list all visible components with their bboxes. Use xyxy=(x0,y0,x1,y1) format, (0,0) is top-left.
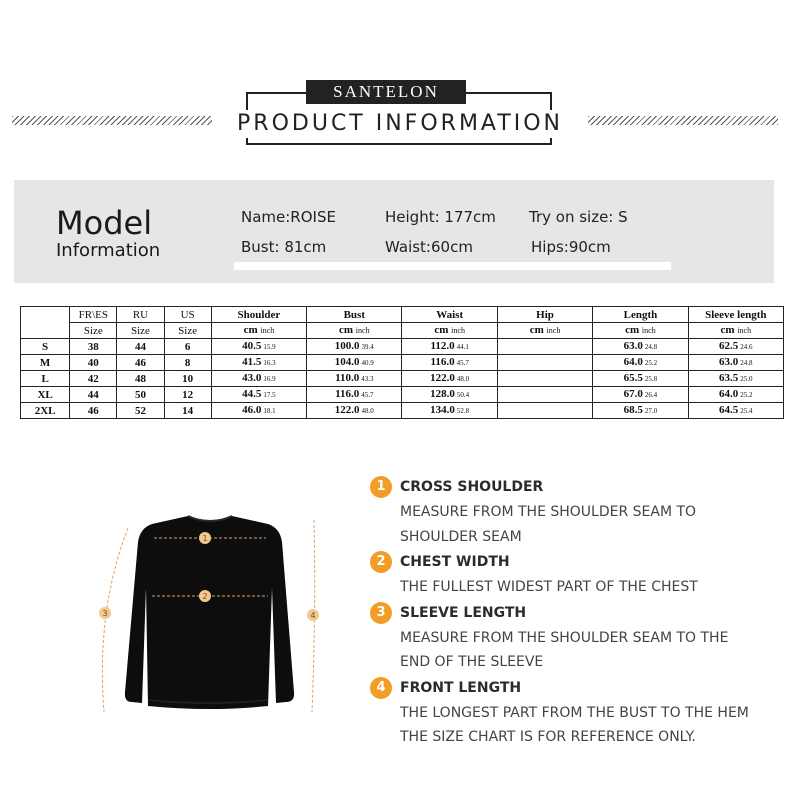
guide-step xyxy=(370,675,790,750)
col-hip-header: Hip xyxy=(497,307,592,323)
brand-label: SANTELON xyxy=(306,80,466,104)
shoulder-cell: 41.5 16.3 xyxy=(211,355,306,371)
measurement-guide xyxy=(370,474,790,750)
table-header-row xyxy=(21,307,784,323)
ru-size: 48 xyxy=(117,371,164,387)
unit-cell: cm inch xyxy=(307,323,402,339)
shoulder-cell: 44.5 17.5 xyxy=(211,387,306,403)
waist-cell: 112.0 44.1 xyxy=(402,339,497,355)
col-ru-header: RU xyxy=(117,307,164,323)
size-label: S xyxy=(21,339,70,355)
shoulder-cell: 43.0 16.9 xyxy=(211,371,306,387)
fr-size: 40 xyxy=(70,355,117,371)
step-title: SLEEVE LENGTH xyxy=(400,604,527,621)
unit-cell: cm inch xyxy=(402,323,497,339)
hip-cell xyxy=(497,355,592,371)
guide-step xyxy=(370,600,790,675)
step-number-badge: 3 xyxy=(370,602,392,624)
unit-cell: cm inch xyxy=(688,323,783,339)
model-waist: Waist:60cm xyxy=(385,238,473,256)
shoulder-cell: 46.0 18.1 xyxy=(211,403,306,419)
col-length-header: Length xyxy=(593,307,688,323)
table-subheader-row xyxy=(21,323,784,339)
model-try-on-size: Try on size: S xyxy=(529,208,628,226)
header-hatch-left xyxy=(12,116,212,125)
col-us-header: US xyxy=(164,307,211,323)
table-row xyxy=(21,339,784,355)
step-number-badge: 1 xyxy=(370,476,392,498)
marker-1-label: 1 xyxy=(202,534,208,543)
sleeve-cell: 64.0 25.2 xyxy=(688,387,783,403)
length-cell: 64.0 25.2 xyxy=(593,355,688,371)
ru-size: 46 xyxy=(117,355,164,371)
ru-size: 52 xyxy=(117,403,164,419)
sleeve-cell: 63.0 24.8 xyxy=(688,355,783,371)
sleeve-cell: 62.5 24.6 xyxy=(688,339,783,355)
us-size: 10 xyxy=(164,371,211,387)
col-waist-header: Waist xyxy=(402,307,497,323)
waist-cell: 128.0 50.4 xyxy=(402,387,497,403)
bust-cell: 104.0 40.9 xyxy=(307,355,402,371)
size-label-header xyxy=(21,307,70,339)
length-cell: 63.0 24.8 xyxy=(593,339,688,355)
page-title: PRODUCT INFORMATION xyxy=(212,110,588,138)
step-description: THE SIZE CHART IS FOR REFERENCE ONLY. xyxy=(400,729,696,745)
table-row xyxy=(21,371,784,387)
step-description: MEASURE FROM THE SHOULDER SEAM TO xyxy=(400,504,697,520)
us-size: 12 xyxy=(164,387,211,403)
model-bust: Bust: 81cm xyxy=(241,238,327,256)
col-shoulder-header: Shoulder xyxy=(211,307,306,323)
col-sleeve-header: Sleeve length xyxy=(688,307,783,323)
step-description: MEASURE FROM THE SHOULDER SEAM TO THE xyxy=(400,629,729,646)
size-label: XL xyxy=(21,387,70,403)
bust-cell: 100.0 39.4 xyxy=(307,339,402,355)
step-description: THE LONGEST PART FROM THE BUST TO THE HEM xyxy=(400,704,749,721)
step-title: CHEST WIDTH xyxy=(400,554,510,570)
step-title: FRONT LENGTH xyxy=(400,679,522,696)
fr-size: 46 xyxy=(70,403,117,419)
header-hatch-right xyxy=(588,116,778,125)
waist-cell: 116.0 45.7 xyxy=(402,355,497,371)
hip-cell xyxy=(497,371,592,387)
waist-cell: 134.0 52.8 xyxy=(402,403,497,419)
size-label: L xyxy=(21,371,70,387)
model-name: Name:ROISE xyxy=(241,208,336,226)
us-size: 14 xyxy=(164,403,211,419)
guide-step xyxy=(370,549,790,600)
unit-cell: cm inch xyxy=(593,323,688,339)
col-us-subheader: Size xyxy=(164,323,211,339)
step-description: THE FULLEST WIDEST PART OF THE CHEST xyxy=(400,579,698,595)
bust-cell: 110.0 43.3 xyxy=(307,371,402,387)
length-cell: 68.5 27.0 xyxy=(593,403,688,419)
model-heading: Model xyxy=(56,204,153,242)
step-number-badge: 4 xyxy=(370,677,392,699)
hip-cell xyxy=(497,339,592,355)
bust-cell: 122.0 48.0 xyxy=(307,403,402,419)
sweater-silhouette xyxy=(125,516,294,709)
unit-cell: cm inch xyxy=(497,323,592,339)
step-description: END OF THE SLEEVE xyxy=(400,654,544,670)
col-ru-subheader: Size xyxy=(117,323,164,339)
model-hips: Hips:90cm xyxy=(531,238,611,256)
col-bust-header: Bust xyxy=(307,307,402,323)
hip-cell xyxy=(497,403,592,419)
step-title: CROSS SHOULDER xyxy=(400,479,544,495)
sleeve-cell: 63.5 25.0 xyxy=(688,371,783,387)
fr-size: 38 xyxy=(70,339,117,355)
marker-4-label: 4 xyxy=(310,611,316,620)
table-row xyxy=(21,403,784,419)
length-cell: 67.0 26.4 xyxy=(593,387,688,403)
hip-cell xyxy=(497,387,592,403)
unit-cell: cm inch xyxy=(211,323,306,339)
us-size: 8 xyxy=(164,355,211,371)
size-label: 2XL xyxy=(21,403,70,419)
size-table xyxy=(20,306,784,419)
shoulder-cell: 40.5 15.9 xyxy=(211,339,306,355)
col-fr-subheader: Size xyxy=(70,323,117,339)
step-number-badge: 2 xyxy=(370,551,392,573)
ru-size: 44 xyxy=(117,339,164,355)
marker-3-label: 3 xyxy=(102,609,108,618)
marker-2-label: 2 xyxy=(202,592,208,601)
model-height: Height: 177cm xyxy=(385,208,496,226)
size-label: M xyxy=(21,355,70,371)
step-description: SHOULDER SEAM xyxy=(400,528,522,545)
col-fr-header: FR\ES xyxy=(70,307,117,323)
bust-cell: 116.0 45.7 xyxy=(307,387,402,403)
ru-size: 50 xyxy=(117,387,164,403)
table-row xyxy=(21,387,784,403)
fr-size: 42 xyxy=(70,371,117,387)
sleeve-measure-arc xyxy=(102,528,128,712)
band-divider xyxy=(234,262,671,270)
us-size: 6 xyxy=(164,339,211,355)
fr-size: 44 xyxy=(70,387,117,403)
sleeve-cell: 64.5 25.4 xyxy=(688,403,783,419)
sweater-measurement-diagram xyxy=(92,510,328,720)
table-row xyxy=(21,355,784,371)
waist-cell: 122.0 48.0 xyxy=(402,371,497,387)
guide-step xyxy=(370,474,790,549)
length-cell: 65.5 25.8 xyxy=(593,371,688,387)
model-subheading: Information xyxy=(56,240,161,261)
